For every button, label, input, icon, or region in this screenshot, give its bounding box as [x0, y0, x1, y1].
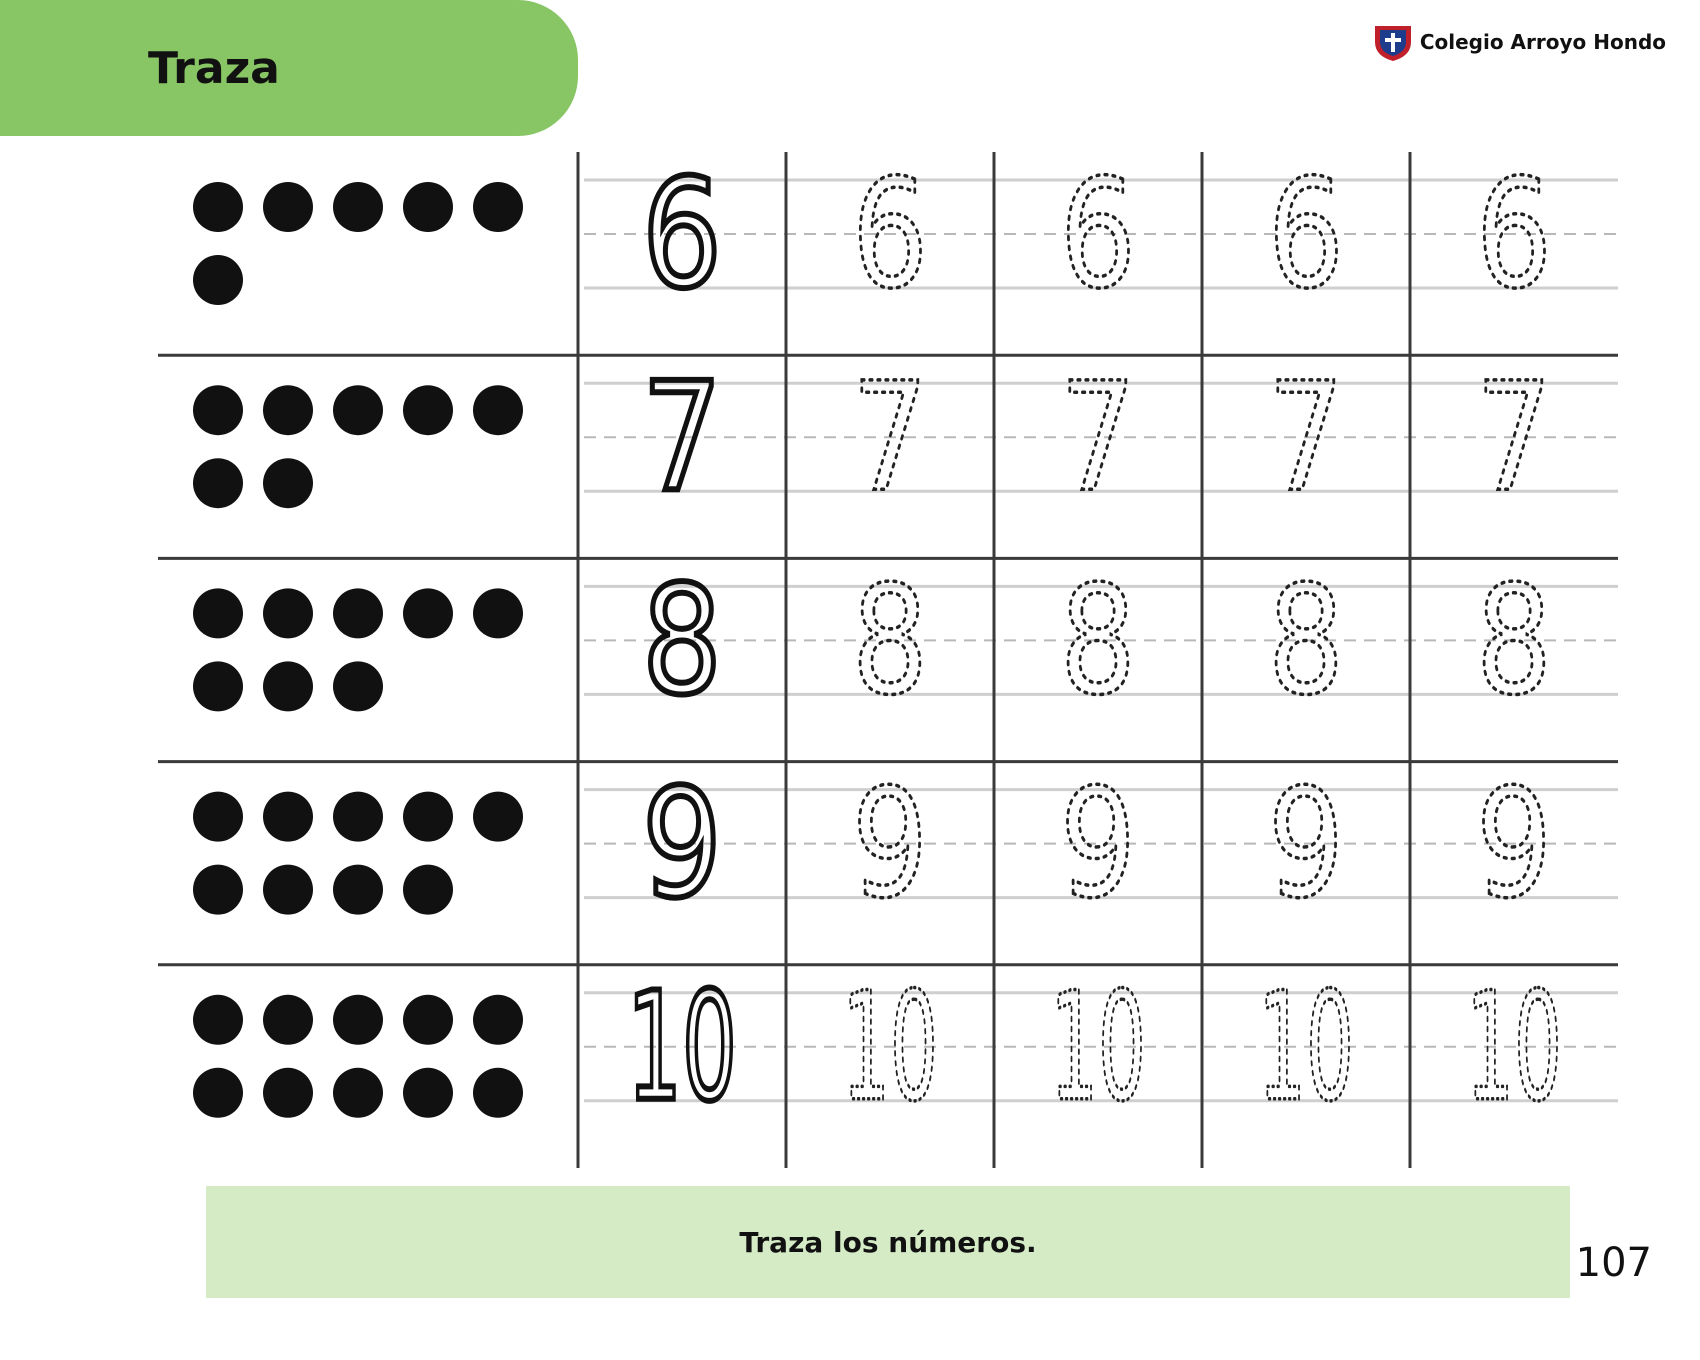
count-dot — [403, 792, 453, 842]
count-dot — [193, 995, 243, 1045]
count-dot — [263, 1068, 313, 1118]
count-dot — [193, 661, 243, 711]
worksheet-row — [193, 961, 1618, 1135]
trace-numeral[interactable]: 6 — [1060, 148, 1136, 322]
worksheet-row — [193, 758, 1618, 932]
school-name: Colegio Arroyo Hondo — [1419, 30, 1666, 54]
count-dot — [473, 1068, 523, 1118]
count-dot — [193, 182, 243, 232]
worksheet-row — [193, 148, 1618, 322]
instruction-banner — [206, 1186, 1570, 1298]
trace-numeral[interactable]: 10 — [842, 960, 938, 1135]
model-numeral: 9 — [642, 757, 722, 932]
trace-numeral[interactable]: 8 — [1268, 554, 1344, 729]
trace-numeral[interactable]: 10 — [1258, 960, 1354, 1135]
trace-numeral[interactable]: 7 — [1476, 351, 1552, 526]
count-dot — [193, 1068, 243, 1118]
trace-numeral[interactable]: 6 — [1476, 148, 1552, 322]
shield-cross-icon — [1372, 22, 1414, 62]
trace-numeral[interactable]: 6 — [852, 148, 928, 322]
instruction-text: Traza los números. — [739, 1225, 1037, 1259]
trace-numeral[interactable]: 10 — [1466, 960, 1562, 1135]
count-dot — [333, 588, 383, 638]
count-dot — [193, 865, 243, 915]
worksheet-row — [193, 554, 1618, 728]
count-dot — [403, 995, 453, 1045]
count-dot — [263, 865, 313, 915]
count-dot — [333, 661, 383, 711]
count-dot — [263, 661, 313, 711]
count-dot — [473, 792, 523, 842]
trace-numeral[interactable]: 9 — [852, 757, 928, 932]
trace-numeral[interactable]: 7 — [1268, 351, 1344, 526]
trace-numeral[interactable]: 8 — [1060, 554, 1136, 729]
trace-numeral[interactable]: 9 — [1476, 757, 1552, 932]
count-dot — [473, 385, 523, 435]
trace-numeral[interactable]: 10 — [1050, 960, 1146, 1135]
model-numeral: 8 — [642, 554, 722, 729]
count-dot — [403, 1068, 453, 1118]
count-dot — [333, 385, 383, 435]
trace-numeral[interactable]: 7 — [852, 351, 928, 526]
trace-numeral[interactable]: 8 — [852, 554, 928, 729]
count-dot — [473, 995, 523, 1045]
count-dot — [333, 792, 383, 842]
trace-numeral[interactable]: 7 — [1060, 351, 1136, 526]
count-dot — [333, 1068, 383, 1118]
count-dot — [473, 182, 523, 232]
count-dot — [263, 385, 313, 435]
count-dot — [333, 865, 383, 915]
trace-numeral[interactable]: 9 — [1060, 757, 1136, 932]
model-numeral: 6 — [642, 148, 722, 322]
count-dot — [333, 995, 383, 1045]
count-dot — [403, 588, 453, 638]
count-dot — [333, 182, 383, 232]
trace-numeral[interactable]: 8 — [1476, 554, 1552, 729]
count-dot — [263, 458, 313, 508]
count-dot — [193, 458, 243, 508]
count-dot — [473, 588, 523, 638]
model-numeral: 10 — [627, 960, 737, 1135]
page-title: Traza — [148, 42, 280, 94]
page-number: 107 — [1575, 1240, 1652, 1286]
count-dot — [263, 182, 313, 232]
count-dot — [263, 588, 313, 638]
count-dot — [263, 792, 313, 842]
count-dot — [193, 385, 243, 435]
count-dot — [193, 792, 243, 842]
title-tab — [0, 0, 578, 136]
count-dot — [403, 385, 453, 435]
count-dot — [403, 865, 453, 915]
trace-numeral[interactable]: 6 — [1268, 148, 1344, 322]
count-dot — [263, 995, 313, 1045]
tracing-worksheet — [158, 148, 1618, 1168]
count-dot — [403, 182, 453, 232]
worksheet-row — [193, 351, 1618, 525]
count-dot — [193, 255, 243, 305]
tracing-grid — [158, 148, 1618, 1168]
school-brand — [1372, 22, 1666, 62]
count-dot — [193, 588, 243, 638]
trace-numeral[interactable]: 9 — [1268, 757, 1344, 932]
model-numeral: 7 — [642, 351, 722, 526]
